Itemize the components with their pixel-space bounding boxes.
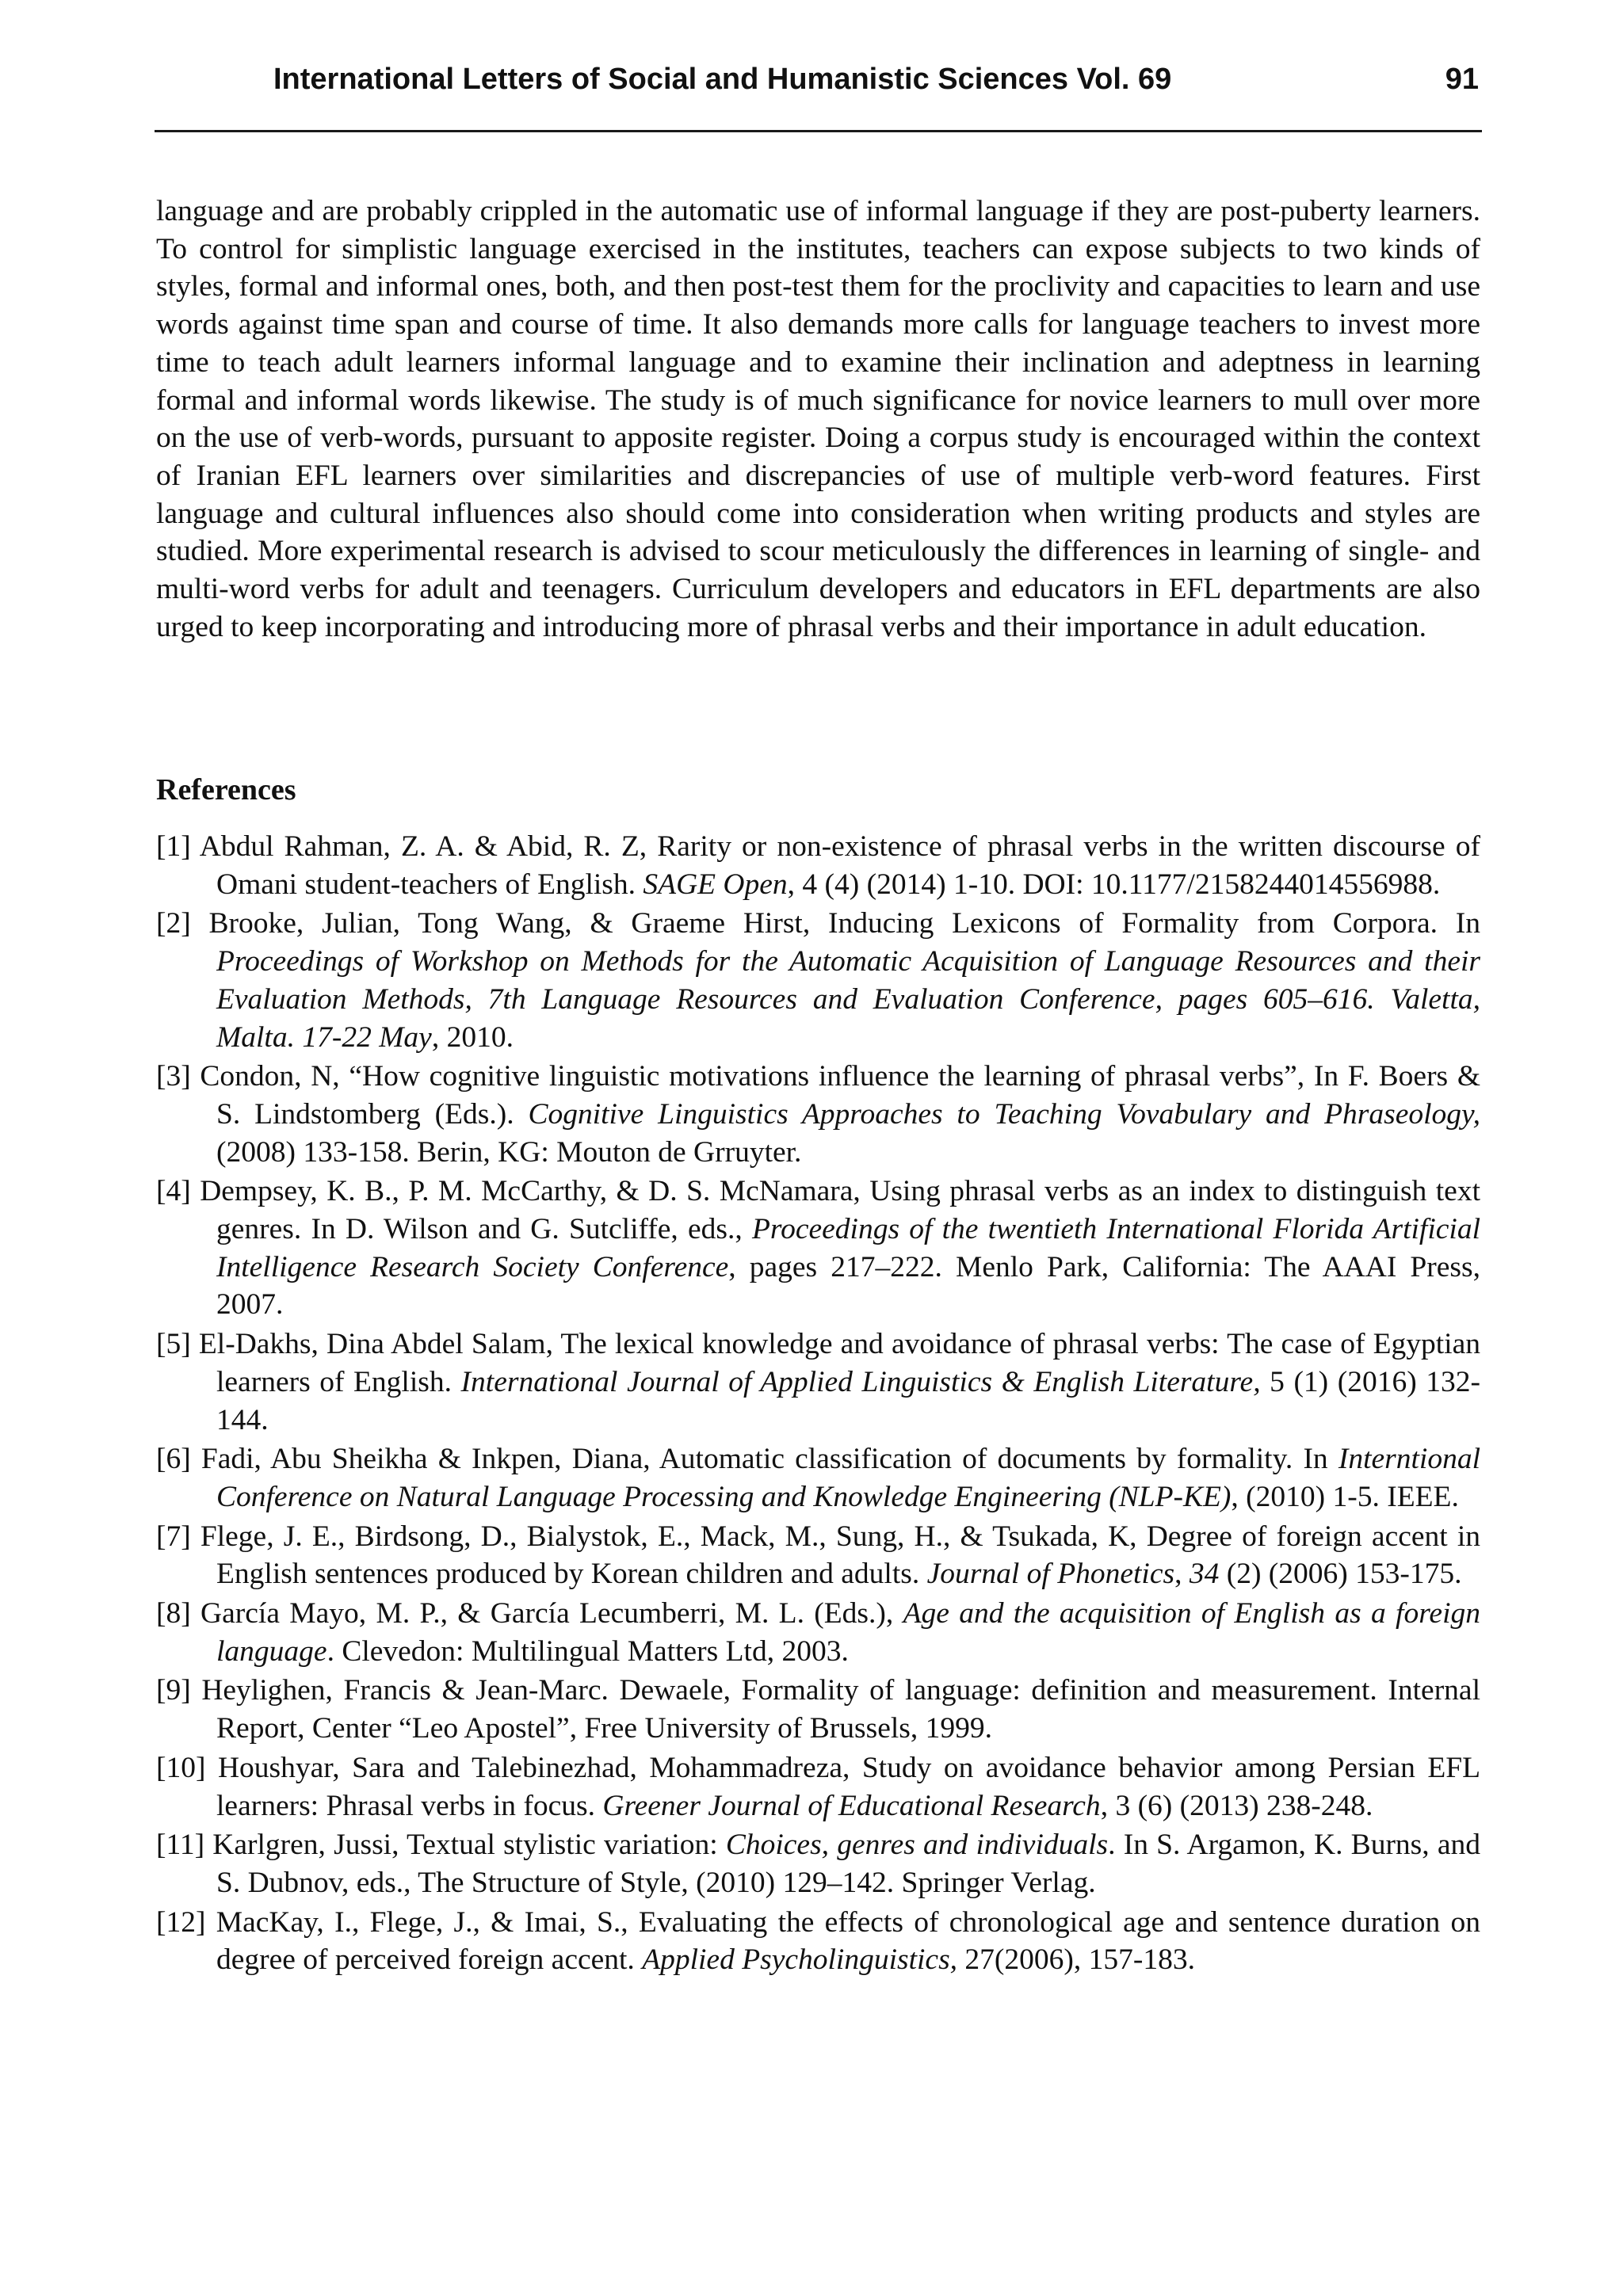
reference-source: SAGE Open [643, 868, 788, 901]
header-divider [155, 130, 1482, 132]
reference-source: International Journal of Applied Linguistics & English Literature, [460, 1365, 1261, 1398]
reference-text: Condon, N, “How cognitive linguistic motivations influence the learning of phrasal verbs”, In F. Boers & S. Lindstomberg (Eds.). [190, 1060, 1480, 1131]
reference-item [156, 1173, 1480, 1324]
reference-item [156, 828, 1480, 903]
reference-item [156, 1595, 1480, 1670]
reference-source: Greener Journal of Educational Research [602, 1789, 1101, 1822]
reference-text: Dempsey, K. B., P. M. McCarthy, & D. S. McNamara, Using phrasal verbs as an index to distinguish text genres. In D. Wilson and G. Sutcliffe, eds., [190, 1175, 1480, 1246]
reference-item [156, 1749, 1480, 1825]
reference-item [156, 1826, 1480, 1901]
reference-item [156, 1904, 1480, 1979]
reference-details: 5 (1) (2016) 132-144. [216, 1365, 1480, 1436]
reference-source: Journal of Phonetics [926, 1558, 1175, 1591]
page-number: 91 [1445, 63, 1479, 96]
journal-title: International Letters of Social and Humanistic Sciences Vol. 69 [273, 63, 1172, 96]
reference-volume: 34 [1189, 1558, 1220, 1591]
reference-number: [7] [156, 1520, 191, 1553]
reference-details: , 4 (4) (2014) 1-10. DOI: 10.1177/2158244014556988. [787, 868, 1441, 901]
reference-item [156, 905, 1480, 1056]
reference-details: , [1174, 1558, 1190, 1591]
reference-details: . Clevedon: Multilingual Matters Ltd, 2003. [327, 1634, 849, 1668]
reference-text: MacKay, I., Flege, J., & Imai, S., Evaluating the effects of chronological age and sentence duration on degree of perceived foreign accent. [205, 1905, 1480, 1977]
reference-text: Abdul Rahman, Z. A. & Abid, R. Z, Rarity or non-existence of phrasal verbs in the written discourse of Omani student-teachers of English. [190, 830, 1480, 901]
reference-source: Interntional Conference on Natural Language Processing and Knowledge Engineering (NLP-KE) [216, 1443, 1480, 1513]
reference-number: [2] [156, 907, 191, 940]
reference-details: . In S. Argamon, K. Burns, and S. Dubnov, eds., The Structure of Style, (2010) 129–142. Springer Verlag. [216, 1829, 1480, 1899]
reference-source: Proceedings of the twentieth International Florida Artificial Intelligence Research Society Conference [216, 1213, 1481, 1283]
reference-number: [4] [156, 1175, 191, 1208]
reference-details-extra: (2) (2006) 153-175. [1219, 1558, 1462, 1591]
reference-text: Heylighen, Francis & Jean-Marc. Dewaele, Formality of language: definition and measurement. Internal Report, Center “Leo Apostel”, Free University of Brussels, 1999. [190, 1674, 1480, 1745]
reference-source: Applied Psycholinguistics, [642, 1943, 958, 1977]
reference-text: Karlgren, Jussi, Textual stylistic variation: [204, 1829, 726, 1862]
reference-details: , (2010) 1-5. IEEE. [1231, 1480, 1459, 1513]
reference-item [156, 1518, 1480, 1593]
reference-details: 27(2006), 157-183. [957, 1943, 1196, 1977]
reference-text: García Mayo, M. P., & García Lecumberri, M. L. (Eds.), [190, 1597, 903, 1630]
reference-number: [8] [156, 1597, 191, 1630]
reference-item [156, 1672, 1480, 1747]
reference-number: [6] [156, 1443, 191, 1476]
references-heading: References [156, 773, 296, 807]
reference-item [156, 1325, 1480, 1439]
reference-source: Choices, genres and individuals [725, 1829, 1109, 1862]
reference-text: Flege, J. E., Birdsong, D., Bialystok, E., Mack, M., Sung, H., & Tsukada, K, Degree of foreign accent in English sentences produced by Korean children and adults. [190, 1520, 1480, 1591]
reference-number: [9] [156, 1674, 191, 1707]
reference-text: Houshyar, Sara and Talebinezhad, Mohammadreza, Study on avoidance behavior among Persian EFL learners: Phrasal verbs in focus. [205, 1751, 1480, 1822]
reference-list [156, 828, 1480, 1981]
reference-number: [10] [156, 1751, 206, 1784]
reference-details: , 2010. [431, 1020, 514, 1054]
reference-text: Brooke, Julian, Tong Wang, & Graeme Hirst, Inducing Lexicons of Formality from Corpora. In [190, 907, 1480, 940]
reference-source: Age and the acquisition of English as a foreign language [216, 1597, 1480, 1668]
reference-details: (2008) 133-158. Berin, KG: Mouton de Grruyter. [216, 1135, 802, 1169]
reference-number: [3] [156, 1060, 191, 1093]
reference-number: [11] [156, 1829, 205, 1862]
reference-details: , 3 (6) (2013) 238-248. [1100, 1789, 1373, 1822]
reference-source: Proceedings of Workshop on Methods for the Automatic Acquisition of Language Resources and their Evaluation Methods, 7th Language Resources and Evaluation Conference, pages 605–616. Valetta, Malta. 17-22 May [216, 945, 1480, 1054]
reference-number: [5] [156, 1328, 191, 1361]
running-header [155, 54, 1482, 105]
reference-item [156, 1058, 1480, 1171]
reference-item [156, 1440, 1480, 1516]
reference-source: Cognitive Linguistics Approaches to Teaching Vovabulary and Phraseology, [528, 1097, 1480, 1131]
reference-details: , pages 217–222. Menlo Park, California: The AAAI Press, 2007. [216, 1250, 1480, 1322]
reference-text: El-Dakhs, Dina Abdel Salam, The lexical knowledge and avoidance of phrasal verbs: The case of Egyptian learners of English. [190, 1328, 1480, 1398]
reference-number: [12] [156, 1905, 206, 1939]
reference-text: Fadi, Abu Sheikha & Inkpen, Diana, Automatic classification of documents by formality. In [190, 1443, 1338, 1476]
body-paragraph: language and are probably crippled in the automatic use of informal language if they are post-puberty learners. To control for simplistic language exercised in the institutes, teachers can expose subjects to two kinds of styles, formal and informal ones, both, and then post-test them for the proclivity and capacities to learn and use words against time span and course of time. It also demands more calls for language teachers to invest more time to teach adult learners informal language and to examine their inclination and adeptness in learning formal and informal words likewise. The study is of much significance for novice learners to mull over more on the use of verb-words, pursuant to apposite register. Doing a corpus study is encouraged within the context of Iranian EFL learners over similarities and discrepancies of use of multiple verb-word features. First language and cultural influences also should come into consideration when writing products and styles are studied. More experimental research is advised to scour meticulously the differences in learning of single- and multi-word verbs for adult and teenagers. Curriculum developers and educators in EFL departments are also urged to keep incorporating and introducing more of phrasal verbs and their importance in adult education. [156, 195, 1480, 643]
reference-number: [1] [156, 830, 191, 863]
